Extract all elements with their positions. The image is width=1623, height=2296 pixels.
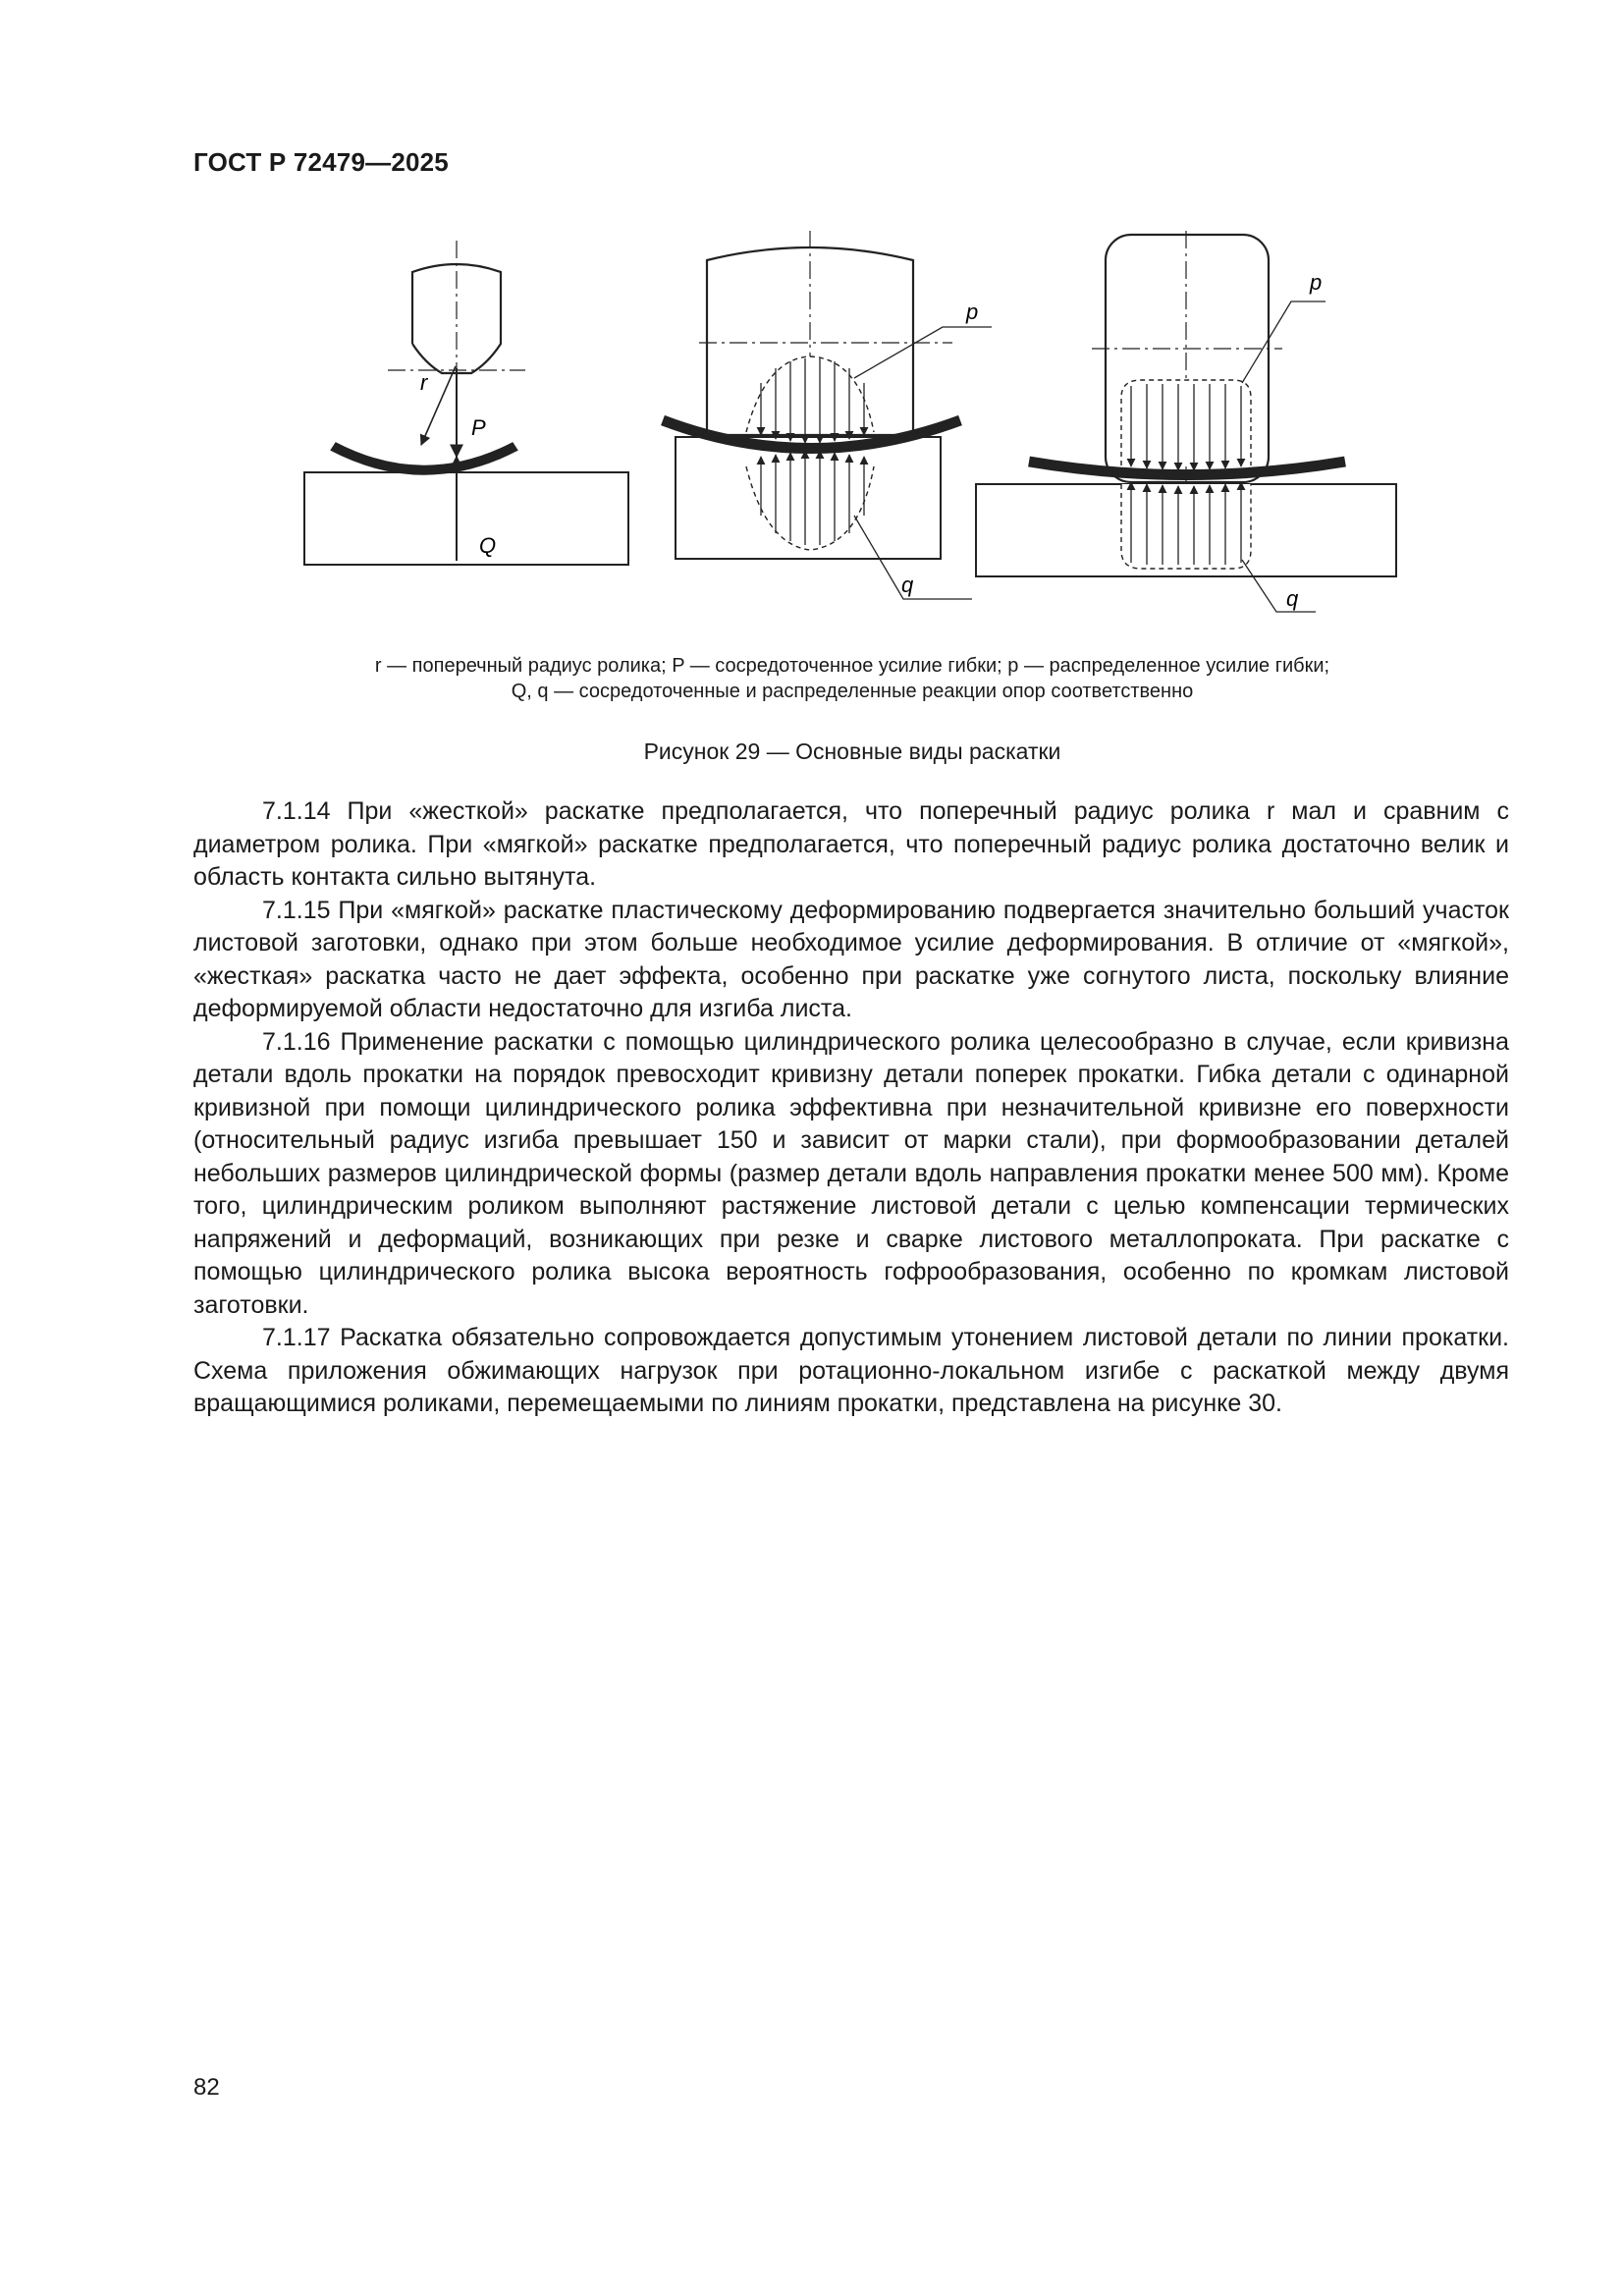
label-q-panel2: q <box>901 573 914 597</box>
label-P: P <box>471 415 486 440</box>
label-p-panel3: p <box>1310 270 1323 295</box>
hard-rolling-diagram <box>304 241 628 565</box>
figure-legend-line-2: Q, q — сосредоточенные и распределенные реакции опор соответственно <box>511 681 1194 702</box>
paragraph-7-1-16: 7.1.16 Применение раскатки с помощью цилиндрического ролика целесообразно в случае, если кривизна детали вдоль прокатки на порядок превосходит кривизну детали поперек прокатки. Гибка детали с одинарной кривизной при помощи цилиндрического ролика эффективна при незначительной кривизне его поверхности (относительный радиус изгиба превышает 150 и зависит от марки стали), при формообразовании деталей небольших размеров цилиндрической формы (размер детали вдоль направления прокатки менее 500 мм). Кроме того, цилиндрическим роликом выполняют растяжение листовой детали с целью компенсации термических напряжений и деформаций, возникающих при резке и сварке листового металлопроката. При раскатке с помощью цилиндрического ролика высока вероятность гофрообразования, особенно по кромкам листовой заготовки. <box>193 1027 1509 1319</box>
body-text <box>193 795 1509 1421</box>
figure-legend-line-1: r — поперечный радиус ролика; P — сосредоточенное усилие гибки; p — распределенное усилие гибки; <box>374 655 1330 677</box>
paragraph-7-1-14: 7.1.14 При «жесткой» раскатке предполагается, что поперечный радиус ролика r мал и сравним с диаметром ролика. При «мягкой» раскатке предполагается, что поперечный радиус ролика достаточно велик и область контакта сильно вытянута. <box>193 797 1509 891</box>
page-number: 82 <box>193 2074 220 2101</box>
paragraph-7-1-15: 7.1.15 При «мягкой» раскатке пластическому деформированию подвергается значительно больший участок листовой заготовки, однако при этом больше необходимое усилие деформирования. В отличие от «мягкой», «жесткая» раскатка часто не дает эффекта, особенно при раскатке уже согнутого листа, поскольку влияние деформируемой области недостаточно для изгиба листа. <box>193 896 1509 1022</box>
document-header: ГОСТ Р 72479—2025 <box>193 147 449 177</box>
label-Q: Q <box>479 533 497 558</box>
label-q-panel3: q <box>1286 586 1299 611</box>
soft-rolling-diagram <box>663 231 960 559</box>
label-p-panel2: p <box>966 300 979 324</box>
paragraph-7-1-17: 7.1.17 Раскатка обязательно сопровождается допустимым утонением листовой детали по линии прокатки. Схема приложения обжимающих нагрузок при ротационно-локальном изгибе с раскаткой между двумя вращающимися роликами, перемещаемыми по линиям прокатки, представлена на рисунке 30. <box>193 1324 1509 1417</box>
label-r: r <box>420 370 428 395</box>
figure-caption: Рисунок 29 — Основные виды раскатки <box>643 738 1061 764</box>
cylindrical-rolling-diagram <box>976 231 1396 576</box>
rolling-types-figure <box>285 221 1414 633</box>
